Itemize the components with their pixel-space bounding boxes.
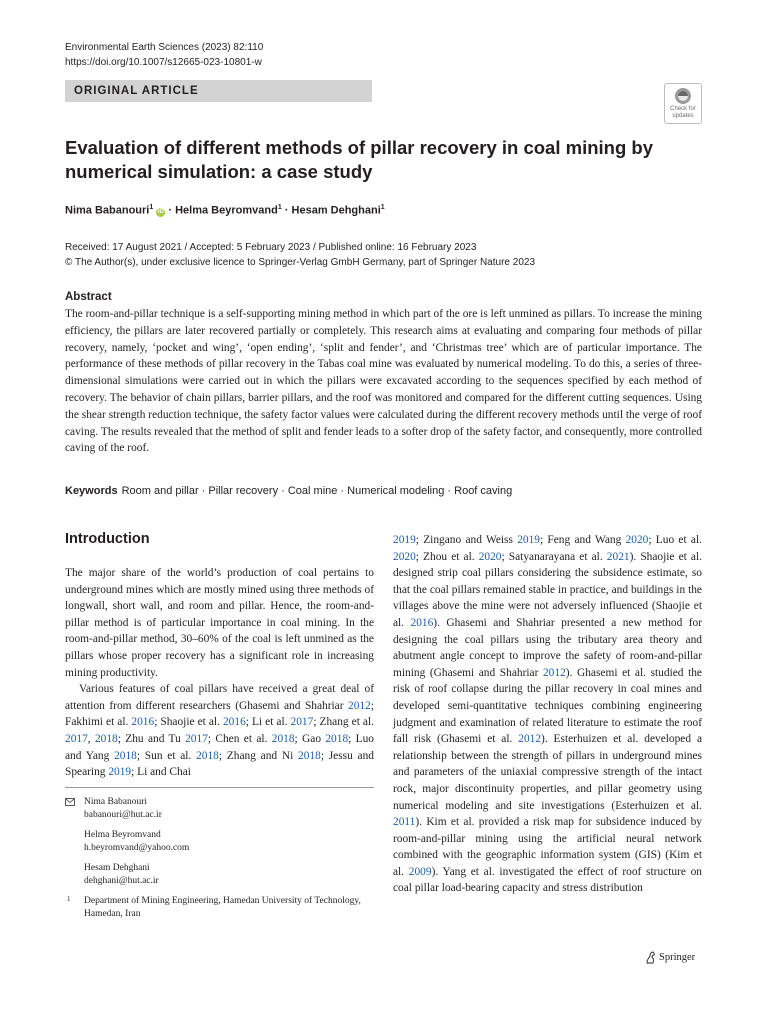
check-updates-icon bbox=[674, 87, 692, 105]
check-updates-line2: updates bbox=[672, 112, 694, 119]
contact-entry bbox=[84, 796, 374, 821]
text-run: ). Ghasemi et al. studied the risk of roof collapse during the pillar recovery in coal mines and developed semi-quantitative techniques combining engineering judgment and examination of related literature to estimate the roof fall risk (Ghasemi et al. bbox=[393, 666, 702, 746]
orcid-icon[interactable]: iD bbox=[157, 208, 164, 215]
body-column-right bbox=[393, 532, 702, 897]
text-run: ; Jessu and Spearing bbox=[65, 749, 374, 779]
text-run: ; Feng and Wang bbox=[539, 534, 626, 546]
author-name[interactable]: Helma Beyromvand bbox=[175, 204, 278, 217]
intro-paragraph-2-continued bbox=[393, 532, 702, 897]
citation-link[interactable]: 2016 bbox=[410, 616, 434, 629]
citation-link[interactable]: 2018 bbox=[196, 749, 219, 762]
affiliation-text: Department of Mining Engineering, Hamedan University of Technology, Hamedan, Iran bbox=[84, 896, 361, 919]
citation-link[interactable]: 2020 bbox=[393, 550, 416, 563]
text-run: Various features of coal pillars have received a great deal of attention from different researchers (Ghasemi and Shahriar bbox=[65, 683, 374, 712]
citation-link[interactable]: 2017 bbox=[290, 716, 314, 729]
citation-link[interactable]: 2018 bbox=[94, 732, 118, 745]
contact-email[interactable]: dehghani@hut.ac.ir bbox=[84, 875, 159, 886]
citation-link[interactable]: 2011 bbox=[393, 816, 416, 829]
citation-link[interactable]: 2016 bbox=[131, 716, 155, 729]
history-dates: Received: 17 August 2021 / Accepted: 5 February 2023 / Published online: 16 February 2023 bbox=[65, 242, 477, 253]
text-run: ; Zhang and Ni bbox=[218, 749, 299, 762]
author-list bbox=[65, 204, 385, 217]
citation-link[interactable]: 2017 bbox=[65, 732, 88, 745]
body-column-left bbox=[65, 565, 374, 781]
springer-horse-icon bbox=[645, 951, 656, 964]
footnotes bbox=[65, 796, 374, 920]
keywords-list: Room and pillar · Pillar recovery · Coal mine · Numerical modeling · Roof caving bbox=[121, 485, 513, 497]
contact-name: Hesam Dehghani bbox=[84, 863, 150, 873]
paper-title: Evaluation of different methods of pillar recovery in coal mining by numerical simulation: a case study bbox=[65, 137, 653, 182]
text-run: ; Shaojie et al. bbox=[154, 716, 223, 729]
citation-link[interactable]: 2017 bbox=[185, 732, 208, 745]
text-run: ). Yang et al. investigated the effect of roof structure on coal pillar load-bearing capacity and stress distribution bbox=[393, 865, 703, 895]
contact-entry bbox=[84, 862, 374, 887]
text-run: ). Ghasemi and Shahriar presented a new method for designing the coal pillars using the tributary area theory and abutment angle concept to improve the safety of room-and-pillar mining (Ghasemi and Shahriar bbox=[393, 616, 702, 679]
intro-paragraph-1: The major share of the world’s production of coal pertains to underground mines which are mostly mined using three methods of longwall, short wall, and room and pillar. Hence, the room-and-pillar method is of particular importance in coal mining. In the room-and-pillar method, 30–60% of the coal is left unmined as the pillars whose proper recovery has a significant role in increasing mining productivity. bbox=[65, 567, 374, 679]
text-run: ; Li et al. bbox=[245, 716, 291, 729]
contact-email[interactable]: babanouri@hut.ac.ir bbox=[84, 809, 162, 820]
text-run: ). Shaojie et al. designed strip coal pillars considering the subsidence estimate, so that the coal pillars remained stable in practice, and buildings in the villages above the mine were not adversely influenced (Shaojie et al. bbox=[393, 550, 702, 629]
text-run: ; Gao bbox=[294, 732, 326, 745]
citation-link[interactable]: 2019 bbox=[108, 766, 132, 779]
affiliation-number: 1 bbox=[67, 895, 71, 903]
citation-link[interactable]: 2018 bbox=[325, 732, 349, 745]
keywords bbox=[65, 485, 512, 497]
author-separator: · bbox=[281, 204, 292, 217]
citation-link[interactable]: 2021 bbox=[606, 550, 630, 563]
author-affiliation-sup: 1 bbox=[380, 204, 385, 211]
text-run: ; Zhang et al. bbox=[313, 716, 374, 729]
text-run: ; Luo et al. bbox=[648, 534, 702, 546]
text-run: ). Kim et al. provided a risk map for subsidence induced by room-and-pillar mining using the artificial neural network combined with the geographic information system (GIS) (Kim et al. bbox=[393, 816, 702, 878]
springer-logo bbox=[645, 951, 695, 964]
text-run: ). Esterhuizen et al. developed a relationship between the strength of pillars in underground mines and parameters of the uniaxial compressive strength of the intact rock, major discontinuity properties, and pillar geometry using numerical modeling and site investigations (Esterhuizen et al. bbox=[393, 733, 702, 812]
copyright-notice: © The Author(s), under exclusive licence to Springer-Verlag GmbH Germany, part of Springer Nature 2023 bbox=[65, 256, 535, 268]
text-run: ; Satyanarayana et al. bbox=[501, 550, 607, 563]
journal-header bbox=[65, 40, 263, 70]
text-run: ; Li and Chai bbox=[131, 766, 191, 779]
author-separator: · bbox=[165, 204, 176, 217]
citation-link[interactable]: 2009 bbox=[408, 865, 432, 878]
citation-link[interactable]: 2020 bbox=[625, 534, 649, 546]
contact-name: Helma Beyromvand bbox=[84, 830, 161, 840]
check-updates-line1: Check for bbox=[670, 106, 696, 112]
envelope-icon bbox=[65, 798, 75, 806]
text-run: , bbox=[87, 732, 95, 745]
abstract-text: The room-and-pillar technique is a self-supporting mining method in which part of the ore is left unmined as pillars. To increase the mining efficiency, the pillars are later recovered partially or completely. This research aims at evaluating and comparing four methods of pillar recovery, namely, ‘pocket and wing’, ‘open ending’, ‘split and fender’, and ‘Christmas tree’ which are of particular importance. The performance of these methods of pillar recovery in the Tabas coal mine was evaluated by numerical modeling. To do this, a series of three-dimensional simulations were carried out in which the pillars were excavated according to the sequences specified by each method of recovery. The behavior of chain pillars, barrier pillars, and the roof was monitored and compared for the different cutting sequences. Using the shear strength reduction technique, the safety factor values were calculated during the different recovery methods until the verge of roof caving. The results revealed that the method of split and fender leads to a softer drop of the safety factor, and consequently, more controlled caving of the roof. bbox=[65, 308, 702, 455]
text-run: ; Zingano and Weiss bbox=[415, 534, 518, 546]
affiliation-footnote bbox=[65, 895, 374, 920]
citation-link[interactable]: 2012 bbox=[518, 733, 542, 746]
abstract-heading: Abstract bbox=[65, 291, 112, 303]
publisher-name: Springer bbox=[659, 952, 696, 963]
contact-email[interactable]: h.beyromvand@yahoo.com bbox=[84, 842, 190, 853]
citation-link[interactable]: 2012 bbox=[348, 699, 371, 712]
citation-link[interactable]: 2020 bbox=[478, 550, 502, 563]
citation-link[interactable]: 2018 bbox=[114, 749, 137, 762]
text-run: ; Sun et al. bbox=[136, 749, 197, 762]
text-run: ; Zhou et al. bbox=[415, 550, 479, 563]
text-run: ; Luo and Yang bbox=[65, 732, 374, 762]
citation-link[interactable]: 2019 bbox=[393, 534, 416, 546]
contact-name: Nima Babanouri bbox=[84, 797, 148, 807]
contact-entry bbox=[84, 829, 374, 854]
introduction-heading: Introduction bbox=[65, 531, 150, 547]
citation-link[interactable]: 2018 bbox=[298, 749, 321, 762]
citation-link[interactable]: 2018 bbox=[271, 732, 295, 745]
doi-link[interactable]: https://doi.org/10.1007/s12665-023-10801-w bbox=[65, 57, 262, 68]
text-run: ; Chen et al. bbox=[207, 732, 272, 745]
author-name[interactable]: Hesam Dehghani bbox=[291, 204, 381, 217]
text-run: ; Zhu and Tu bbox=[117, 732, 186, 745]
text-run: ; Fakhimi et al. bbox=[65, 699, 374, 729]
footnote-divider bbox=[65, 787, 374, 788]
author-name[interactable]: Nima Babanouri bbox=[65, 204, 150, 217]
keywords-label: Keywords bbox=[65, 485, 118, 497]
citation-link[interactable]: 2016 bbox=[222, 716, 246, 729]
author-affiliation-sup: 1 bbox=[277, 204, 282, 211]
publication-dates bbox=[65, 241, 535, 270]
check-for-updates-badge[interactable] bbox=[664, 83, 702, 124]
article-type-banner: ORIGINAL ARTICLE bbox=[65, 80, 372, 102]
citation-link[interactable]: 2012 bbox=[542, 666, 566, 679]
intro-paragraph-2 bbox=[65, 681, 374, 781]
journal-citation: Environmental Earth Sciences (2023) 82:110 bbox=[65, 42, 264, 53]
author-affiliation-sup: 1 bbox=[149, 204, 154, 211]
citation-link[interactable]: 2019 bbox=[517, 534, 540, 546]
